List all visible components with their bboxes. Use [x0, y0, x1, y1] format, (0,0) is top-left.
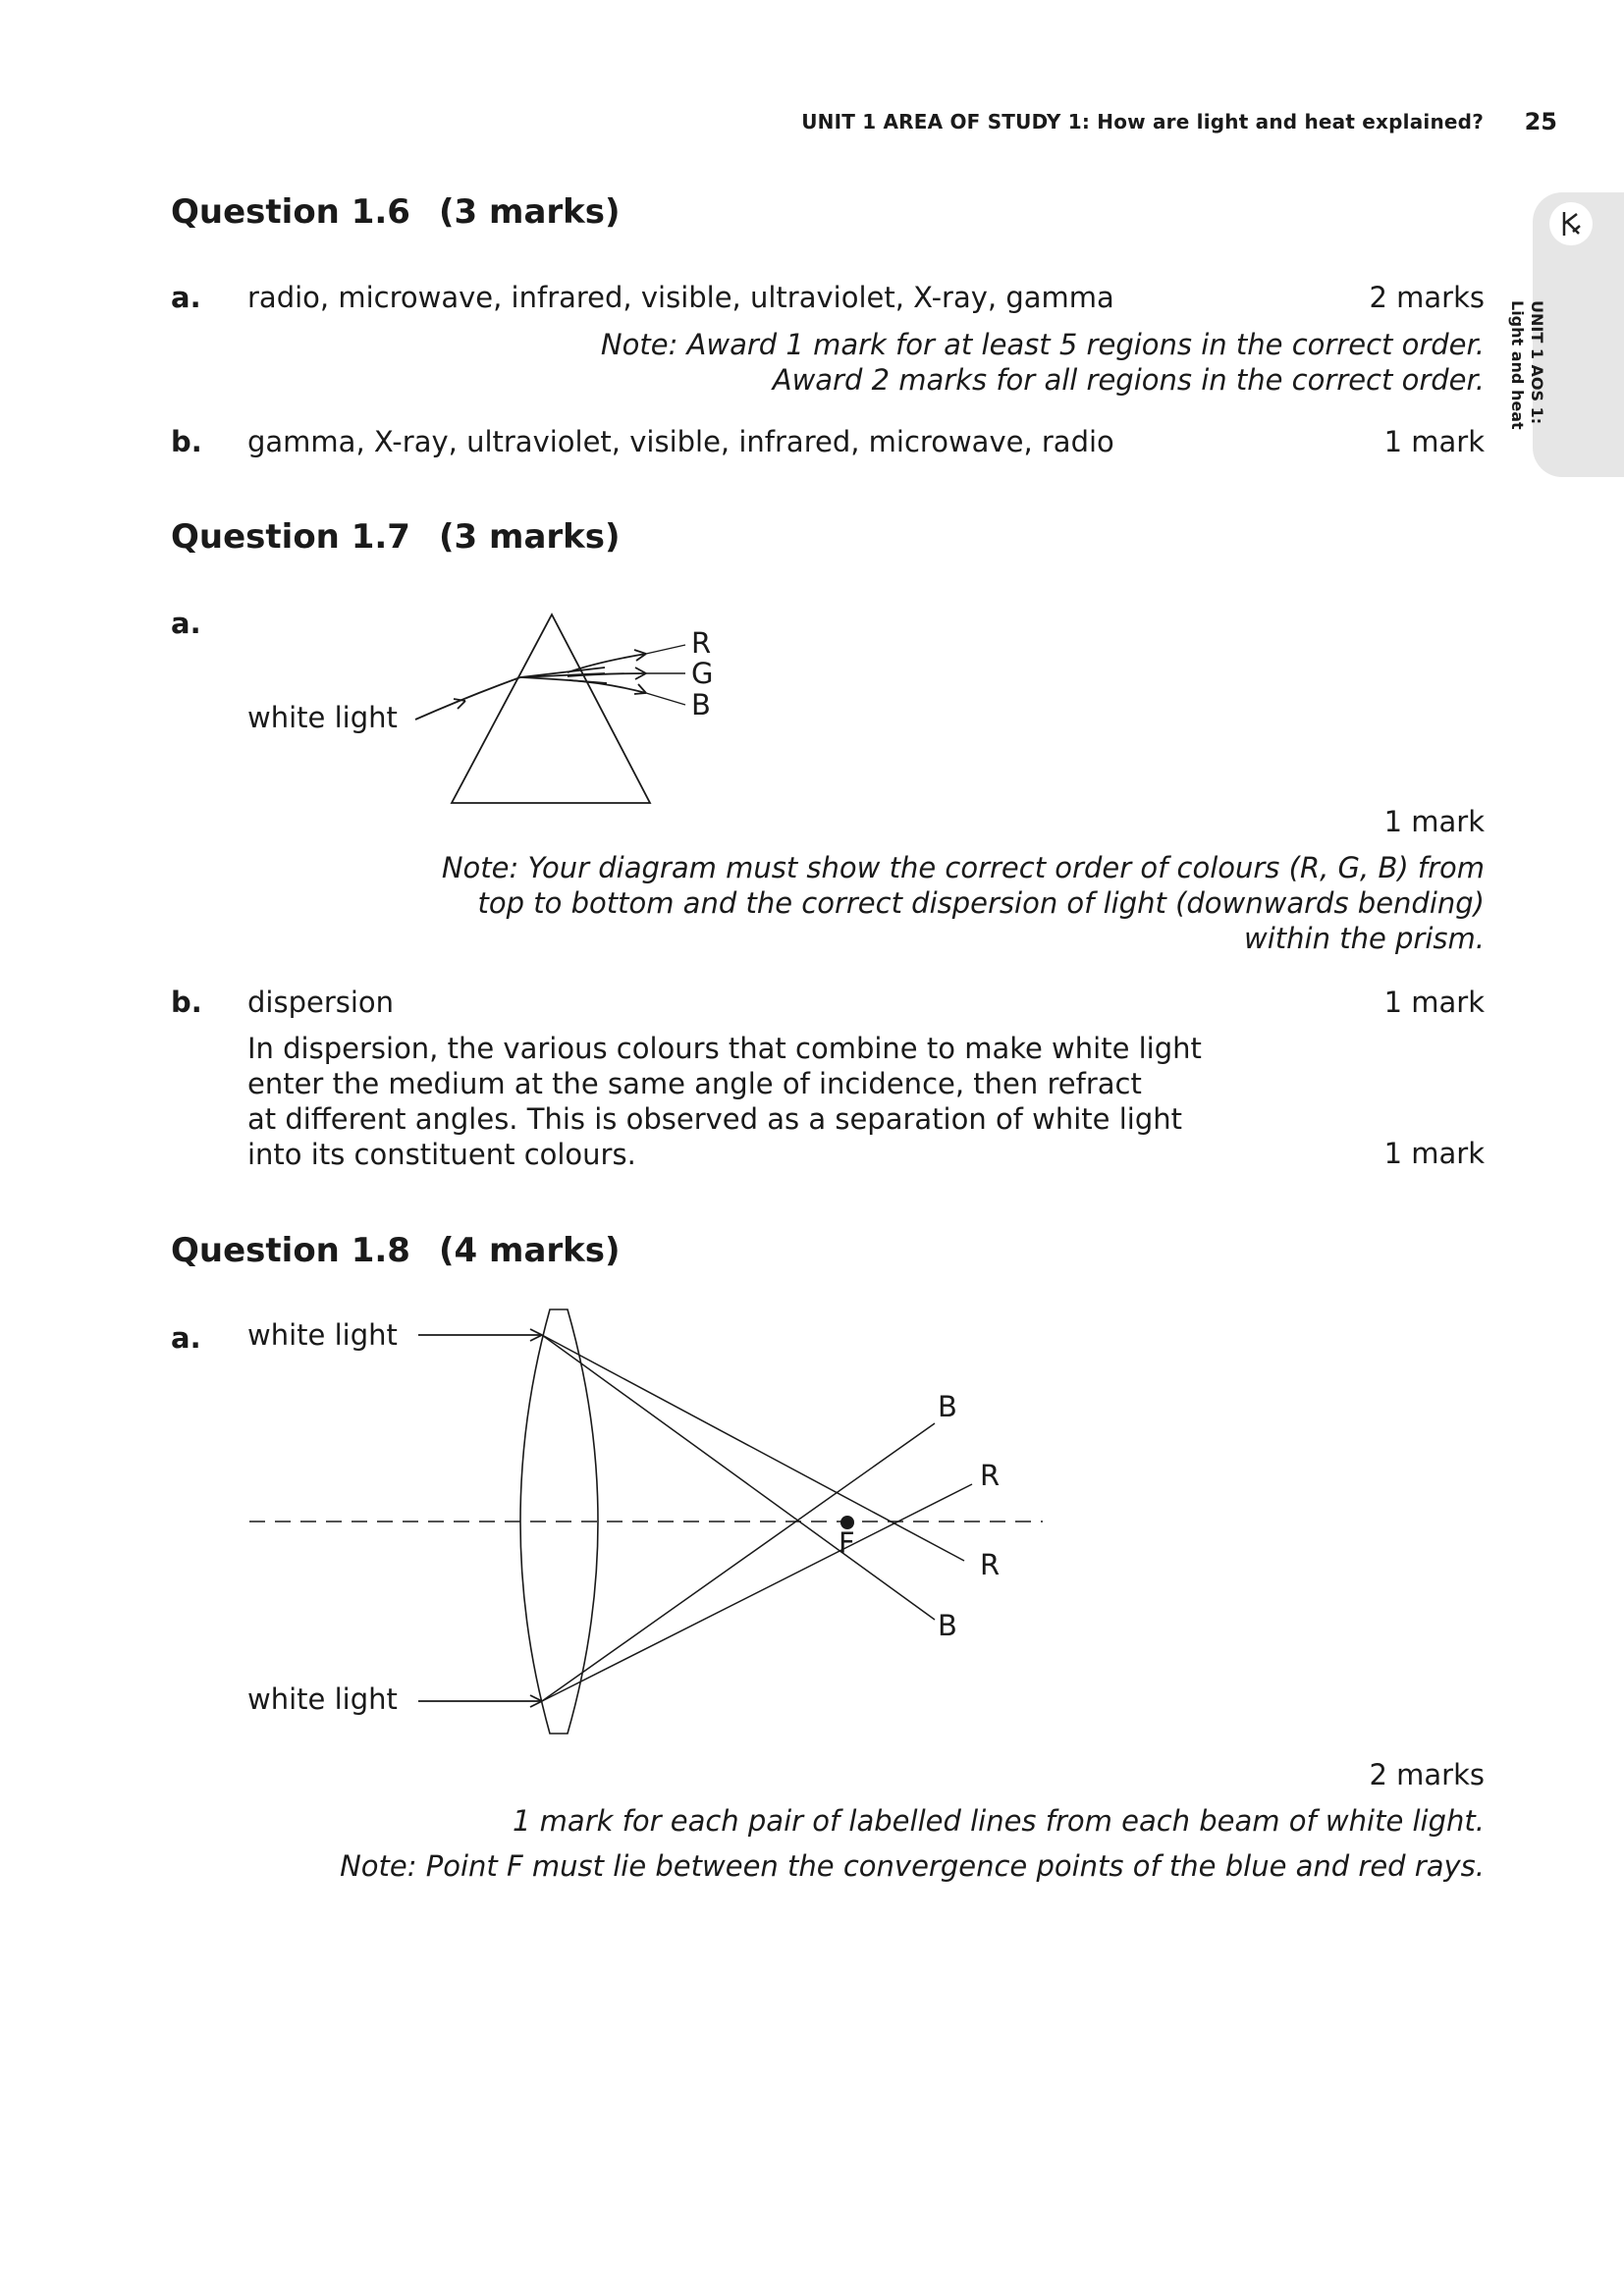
ray-label-g: G: [691, 657, 714, 690]
bottom-white-light-label: white light: [247, 1682, 398, 1716]
part-b-label: b.: [171, 425, 202, 458]
part-a-label: a.: [171, 1321, 201, 1355]
prism: [452, 614, 650, 803]
question-1-8-marks: (4 marks): [439, 1231, 621, 1270]
q18-a-note-2: Note: Point F must lie between the convergence points of the blue and red rays.: [340, 1849, 1485, 1883]
q16-a-answer: radio, microwave, infrared, visible, ultraviolet, X-ray, gamma: [247, 281, 1114, 314]
incident-ray: [415, 677, 520, 720]
upper-label-b: B: [938, 1390, 957, 1423]
q17-b-explanation-line-2: enter the medium at the same angle of incidence, then refract: [247, 1067, 1142, 1100]
part-a-label: a.: [171, 607, 201, 640]
arrowhead-icon: [454, 699, 465, 709]
prism-dispersion-diagram: [236, 599, 746, 815]
arrowhead-icon: [634, 684, 646, 694]
bottom-red-ray: [542, 1484, 972, 1701]
white-light-label: white light: [247, 701, 398, 734]
blue-exit-ray: [569, 680, 646, 693]
upper-label-r: R: [980, 1459, 1001, 1492]
leader-line: [646, 645, 685, 654]
q16-a-note-1: Note: Award 1 mark for at least 5 regions in the correct order.: [600, 328, 1485, 361]
q17-a-note-1: Note: Your diagram must show the correct order of colours (R, G, B) from: [441, 851, 1485, 884]
question-1-6-marks: (3 marks): [439, 192, 621, 232]
question-1-8-heading: Question 1.8: [171, 1231, 410, 1270]
q16-b-answer: gamma, X-ray, ultraviolet, visible, infrared, microwave, radio: [247, 425, 1114, 458]
q17-a-note-3: within the prism.: [1244, 922, 1485, 955]
bottom-blue-ray: [542, 1423, 935, 1701]
top-white-light-label: white light: [247, 1318, 398, 1352]
ray-label-b: B: [691, 688, 711, 721]
publisher-logo-icon: [1549, 202, 1593, 245]
q17-b-explanation-line-3: at different angles. This is observed as a separation of white light: [247, 1102, 1182, 1136]
lower-label-b: B: [938, 1609, 957, 1642]
part-b-label: b.: [171, 986, 202, 1019]
q17-b-answer: dispersion: [247, 986, 395, 1019]
q17-b-explanation-line-1: In dispersion, the various colours that combine to make white light: [247, 1032, 1202, 1065]
q16-a-marks: 2 marks: [1369, 281, 1485, 314]
page-number: 25: [1524, 108, 1557, 135]
q17-b-explanation-line-4: into its constituent colours.: [247, 1138, 636, 1171]
q18-a-marks: 2 marks: [1369, 1758, 1485, 1791]
lower-label-r: R: [980, 1548, 1001, 1581]
q17-a-marks: 1 mark: [1383, 805, 1485, 838]
part-a-label: a.: [171, 281, 201, 314]
q17-b-marks-1: 1 mark: [1383, 986, 1485, 1019]
question-1-7-heading: Question 1.7: [171, 517, 410, 557]
q17-b-marks-2: 1 mark: [1383, 1137, 1485, 1170]
lens-chromatic-aberration-diagram: [236, 1296, 1060, 1747]
q17-a-note-2: top to bottom and the correct dispersion of light (downwards bending): [477, 886, 1485, 920]
header-title: UNIT 1 AREA OF STUDY 1: How are light and heat explained?: [801, 110, 1484, 133]
ray-label-r: R: [691, 626, 712, 660]
q16-b-marks: 1 mark: [1383, 425, 1485, 458]
focal-label: F: [839, 1526, 855, 1560]
side-tab-label: UNIT 1 AOS 1: Light and heat: [1508, 300, 1546, 430]
question-1-6-heading: Question 1.6: [171, 192, 410, 232]
top-blue-ray: [542, 1335, 935, 1620]
q18-a-note-1: 1 mark for each pair of labelled lines from each beam of white light.: [513, 1804, 1485, 1838]
leader-line: [646, 693, 685, 705]
question-1-7-marks: (3 marks): [439, 517, 621, 557]
q16-a-note-2: Award 2 marks for all regions in the correct order.: [772, 363, 1485, 397]
running-header: [0, 110, 1624, 139]
